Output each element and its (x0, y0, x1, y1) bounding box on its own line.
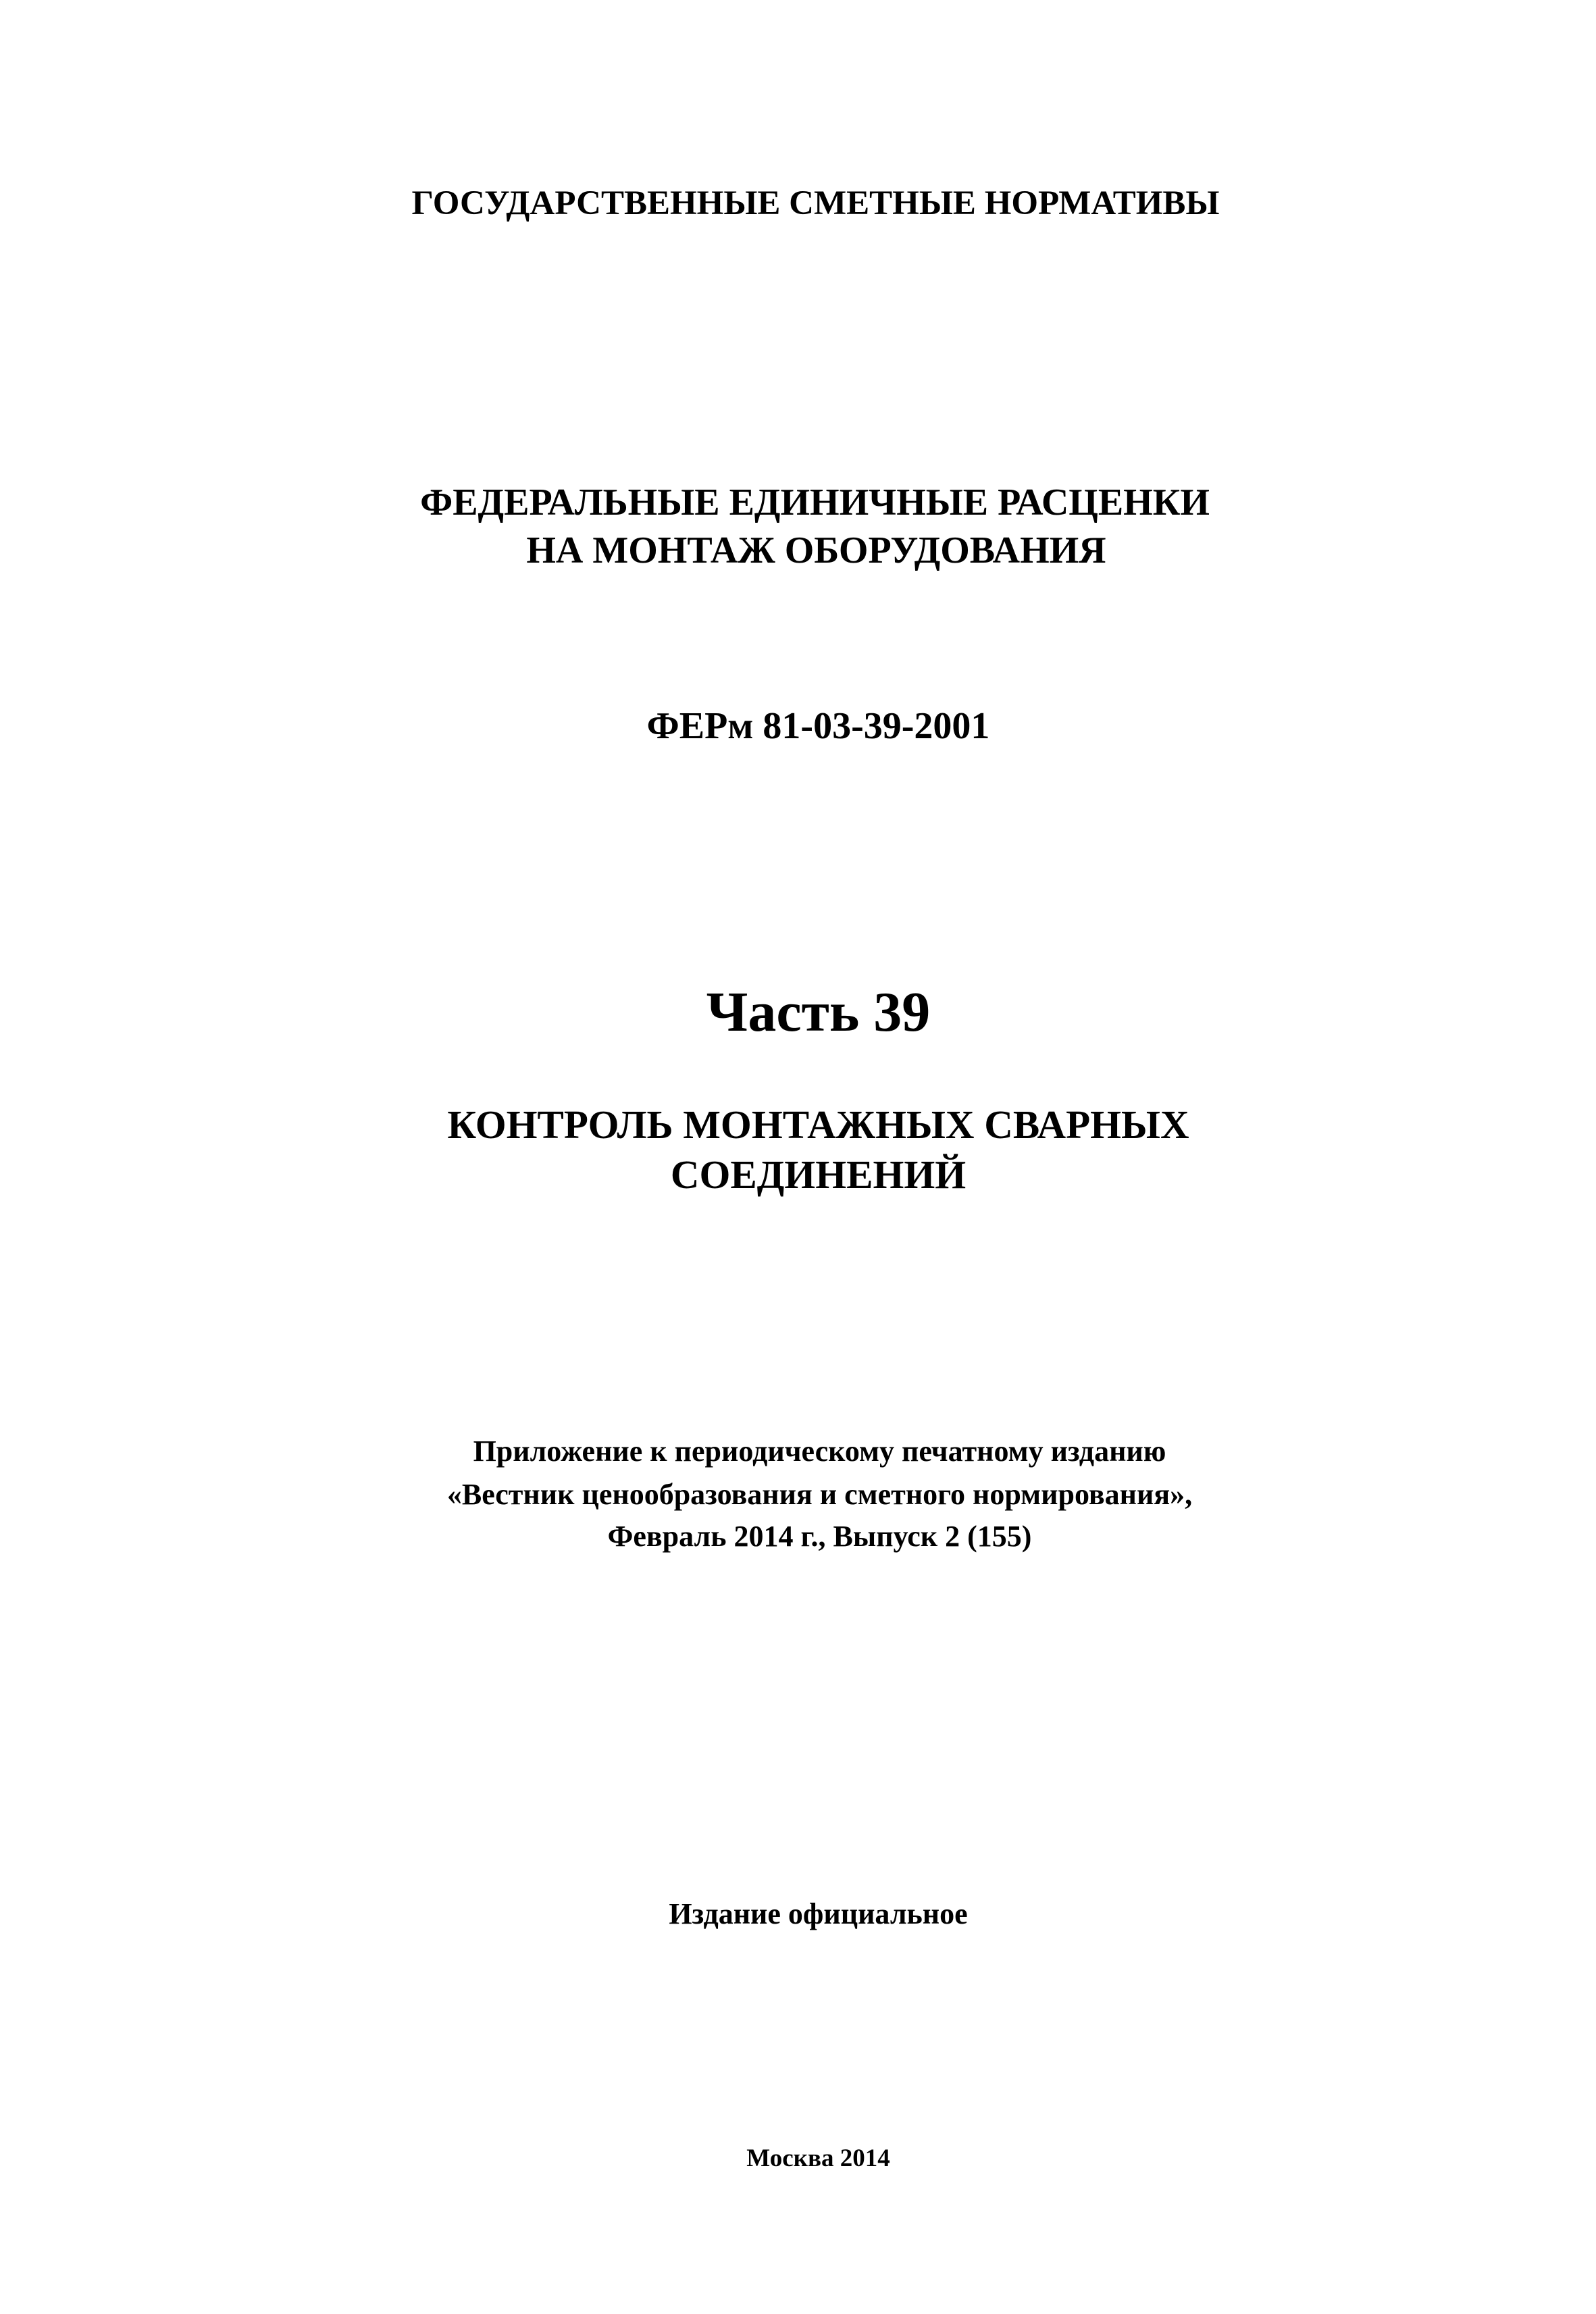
part-subject-line-1: КОНТРОЛЬ МОНТАЖНЫХ СВАРНЫХ (447, 1102, 1189, 1147)
publication-city-year: Москва 2014 (746, 2144, 890, 2172)
supplement-note-line-2: «Вестник ценообразования и сметного нормирования», (446, 1478, 1193, 1511)
part-subject-line-2: СОЕДИНЕНИЙ (670, 1152, 967, 1197)
supplement-note-line-1: Приложение к периодическому печатному изданию (473, 1435, 1166, 1468)
document-title-line-2: НА МОНТАЖ ОБОРУДОВАНИЯ (526, 530, 1106, 571)
document-code: ФЕРм 81-03-39-2001 (646, 705, 990, 747)
part-number: Часть 39 (706, 981, 931, 1044)
series-heading: ГОСУДАРСТВЕННЫЕ СМЕТНЫЕ НОРМАТИВЫ (411, 184, 1220, 222)
supplement-note-line-3: Февраль 2014 г., Выпуск 2 (155) (607, 1520, 1032, 1553)
edition-label: Издание официальное (669, 1897, 968, 1930)
document-title-line-1: ФЕДЕРАЛЬНЫЕ ЕДИНИЧНЫЕ РАСЦЕНКИ (420, 482, 1210, 523)
